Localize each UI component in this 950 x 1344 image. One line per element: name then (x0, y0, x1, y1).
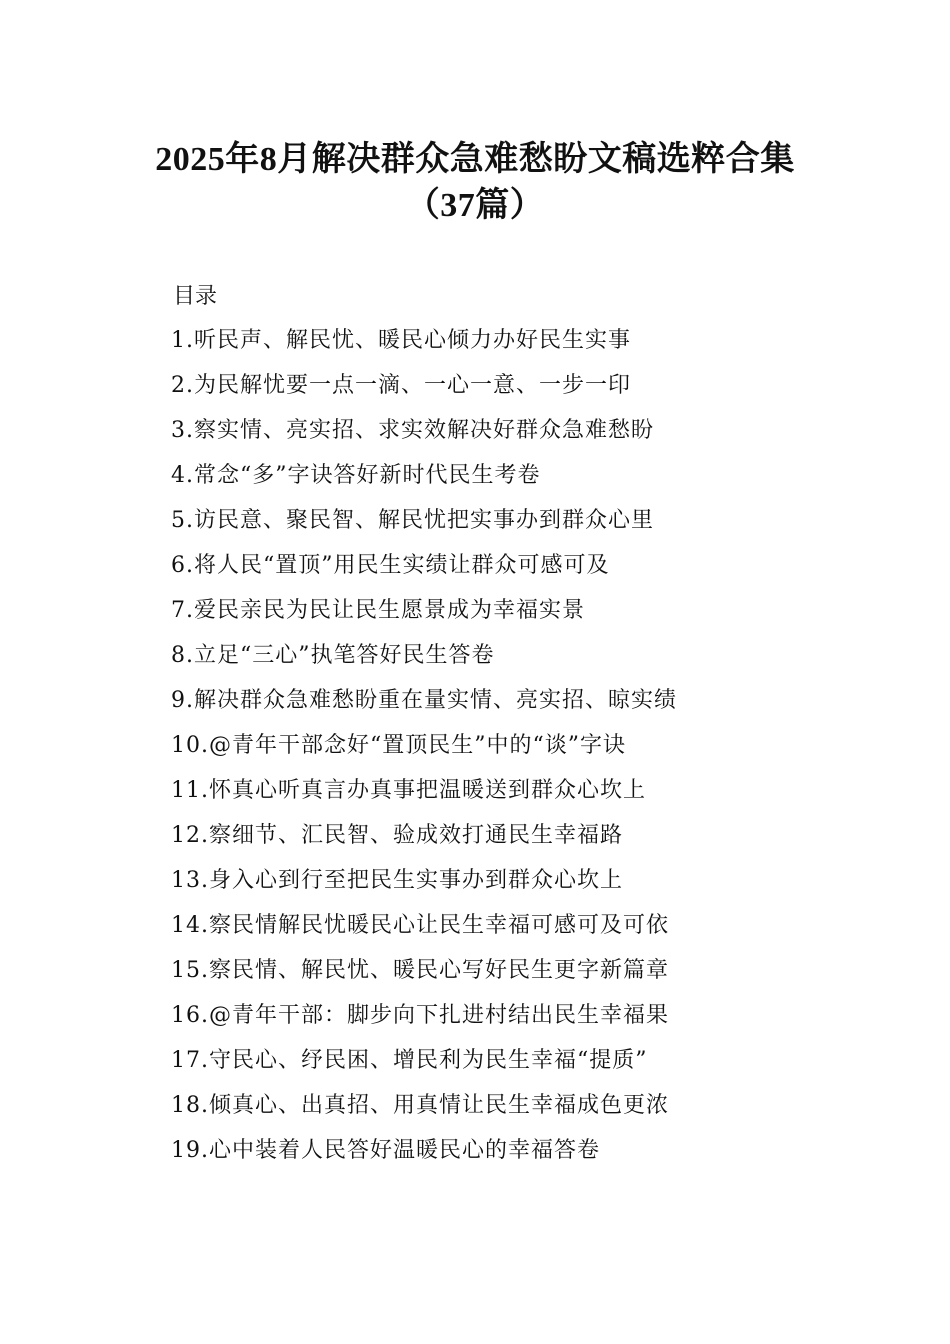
toc-item: 1.听民声、解民忧、暖民心倾力办好民生实事 (171, 328, 631, 353)
toc-heading: 目录 (173, 284, 218, 309)
toc-item: 4.常念“多”字诀答好新时代民生考卷 (171, 463, 541, 488)
toc-item: 10.@青年干部念好“置顶民生”中的“谈”字诀 (171, 733, 626, 758)
toc-item: 3.察实情、亮实招、求实效解决好群众急难愁盼 (171, 418, 654, 443)
toc-item: 9.解决群众急难愁盼重在量实情、亮实招、晾实绩 (171, 688, 677, 713)
toc-item: 17.守民心、纾民困、增民利为民生幸福“提质” (171, 1048, 648, 1073)
toc-item: 13.身入心到行至把民生实事办到群众心坎上 (171, 868, 623, 893)
toc-item: 15.察民情、解民忧、暖民心写好民生更字新篇章 (171, 958, 669, 983)
toc-item: 16.@青年干部：脚步向下扎进村结出民生幸福果 (171, 1003, 669, 1028)
toc-item: 5.访民意、聚民智、解民忧把实事办到群众心里 (171, 508, 654, 533)
toc-list (171, 326, 871, 1181)
toc-item: 11.怀真心听真言办真事把温暖送到群众心坎上 (171, 778, 646, 803)
toc-item: 19.心中装着人民答好温暖民心的幸福答卷 (171, 1138, 600, 1163)
toc-item: 2.为民解忧要一点一滴、一心一意、一步一印 (171, 373, 631, 398)
document-title: 2025年8月解决群众急难愁盼文稿选粹合集 (155, 141, 795, 178)
toc-item: 12.察细节、汇民智、验成效打通民生幸福路 (171, 823, 623, 848)
toc-item: 18.倾真心、出真招、用真情让民生幸福成色更浓 (171, 1093, 669, 1118)
document-title-count: （37篇） (405, 187, 545, 224)
toc-item: 6.将人民“置顶”用民生实绩让群众可感可及 (171, 553, 610, 578)
toc-item: 14.察民情解民忧暖民心让民生幸福可感可及可依 (171, 913, 669, 938)
toc-item: 8.立足“三心”执笔答好民生答卷 (171, 643, 495, 668)
toc-item: 7.爱民亲民为民让民生愿景成为幸福实景 (171, 598, 585, 623)
